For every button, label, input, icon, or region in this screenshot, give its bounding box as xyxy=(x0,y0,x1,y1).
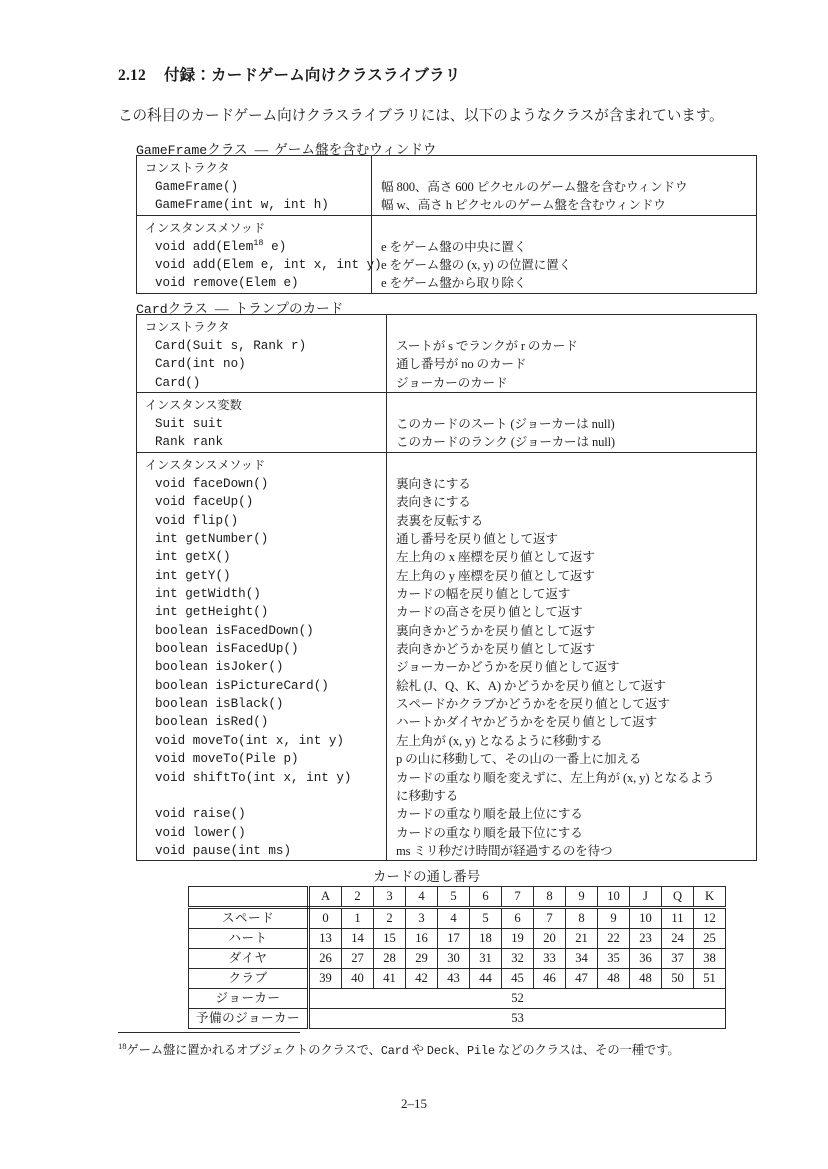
table-cell: 3 xyxy=(406,908,438,929)
api-row xyxy=(137,750,756,768)
table-cell: 7 xyxy=(534,908,566,929)
api-row xyxy=(137,732,756,750)
table-cell: 27 xyxy=(342,949,374,969)
method-description: 左上角の x 座標を戻り値として返す xyxy=(386,548,756,566)
method-description: 通し番号が no のカード xyxy=(386,355,756,373)
section-heading xyxy=(118,63,461,85)
method-signature: Card() xyxy=(155,375,201,390)
table-cell: 37 xyxy=(662,949,694,969)
column-header: 7 xyxy=(502,887,534,908)
footnote-code-card: Card xyxy=(380,1044,409,1058)
intro-paragraph: この科目のカードゲーム向けクラスライブラリには、以下のようなクラスが含まれています。 xyxy=(118,108,724,124)
api-row xyxy=(137,622,756,640)
table-cell: 18 xyxy=(470,929,502,949)
method-description: ms ミリ秒だけ時間が経過するのを待つ xyxy=(386,842,756,860)
group-title-spacer xyxy=(371,216,756,238)
column-header: 3 xyxy=(374,887,406,908)
api-row xyxy=(137,658,756,676)
group-title-spacer xyxy=(386,315,756,337)
table-cell: 4 xyxy=(438,908,470,929)
table-cell: 16 xyxy=(406,929,438,949)
table-cell: 42 xyxy=(406,969,438,989)
method-signature: int getNumber() xyxy=(155,531,269,546)
method-signature: void lower() xyxy=(155,825,246,840)
method-description: 幅 800、高さ 600 ピクセルのゲーム盤を含むウィンドウ xyxy=(371,178,756,196)
table-cell: 39 xyxy=(309,969,342,989)
method-signature: int getY() xyxy=(155,568,231,583)
table-cell: 41 xyxy=(374,969,406,989)
method-description: e をゲーム盤から取り除く xyxy=(371,274,756,292)
table-cell: 28 xyxy=(374,949,406,969)
method-description: ジョーカーかどうかを戻り値として返す xyxy=(386,658,756,676)
api-row xyxy=(137,355,756,373)
method-description: 絵札 (J、Q、K、A) かどうかを戻り値として返す xyxy=(386,677,756,695)
api-row xyxy=(137,374,756,392)
row-label: スペード xyxy=(189,908,309,929)
method-description: ハートかダイヤかどうかをを戻り値として返す xyxy=(386,713,756,731)
table-cell: 19 xyxy=(502,929,534,949)
method-description: e をゲーム盤の中央に置く xyxy=(371,238,756,256)
table-cell: 44 xyxy=(470,969,502,989)
method-signature: boolean isFacedDown() xyxy=(155,623,314,638)
table-cell: 25 xyxy=(694,929,726,949)
method-description: p の山に移動して、その山の一番上に加える xyxy=(386,750,756,768)
api-row xyxy=(137,805,756,823)
table-cell: 24 xyxy=(662,929,694,949)
table-cell: 30 xyxy=(438,949,470,969)
card-group-variables xyxy=(137,392,756,452)
column-header: 2 xyxy=(342,887,374,908)
api-row xyxy=(137,769,756,787)
group-title: インスタンスメソッド xyxy=(145,457,266,472)
table-cell: 8 xyxy=(566,908,598,929)
footnote-marker: 18 xyxy=(253,237,264,248)
api-row xyxy=(137,274,756,292)
group-title: インスタンス変数 xyxy=(145,398,242,413)
card-group-constructor xyxy=(137,315,756,392)
number-table-caption: カードの通し番号 xyxy=(373,869,481,884)
group-title: コンストラクタ xyxy=(145,320,230,334)
method-signature: GameFrame() xyxy=(155,180,239,194)
method-description: カードの高さを戻り値として返す xyxy=(386,603,756,621)
table-cell: 46 xyxy=(534,969,566,989)
table-cell: 6 xyxy=(502,908,534,929)
row-label: クラブ xyxy=(189,969,309,989)
footnote-separator xyxy=(118,1032,300,1033)
api-row xyxy=(137,677,756,695)
table-cell: 48 xyxy=(630,969,662,989)
api-row xyxy=(137,603,756,621)
api-row xyxy=(137,842,756,860)
signature-tail: e) xyxy=(263,239,287,254)
api-row xyxy=(137,640,756,658)
api-row xyxy=(137,415,756,433)
group-title-row xyxy=(137,453,756,475)
header-corner-cell xyxy=(189,887,309,908)
table-cell: 43 xyxy=(438,969,470,989)
column-header: 8 xyxy=(534,887,566,908)
method-description-continuation: に移動する xyxy=(386,787,756,805)
gameframe-table xyxy=(136,155,757,294)
gameframe-caption-desc: ゲーム盤を含むウィンドウ xyxy=(274,142,437,157)
field-description: このカードのスート (ジョーカーは null) xyxy=(386,415,756,433)
method-signature: void faceUp() xyxy=(155,495,254,510)
method-description: 幅 w、高さ h ピクセルのゲーム盤を含むウィンドウ xyxy=(371,196,756,214)
table-cell: 33 xyxy=(534,949,566,969)
table-cell: 32 xyxy=(502,949,534,969)
column-header: A xyxy=(309,887,342,908)
method-description: カードの重なり順を最下位にする xyxy=(386,824,756,842)
method-description: カードの幅を戻り値として返す xyxy=(386,585,756,603)
method-description: 裏向きかどうかを戻り値として返す xyxy=(386,622,756,640)
signature-head: void add(Elem xyxy=(155,239,254,254)
table-cell: 2 xyxy=(374,908,406,929)
table-cell-spanned: 52 xyxy=(309,989,726,1009)
table-cell: 22 xyxy=(598,929,630,949)
card-number-table xyxy=(188,886,726,1029)
group-title: インスタンスメソッド xyxy=(145,220,266,235)
method-description: スートが s でランクが r のカード xyxy=(386,337,756,355)
row-label: 予備のジョーカー xyxy=(189,1009,309,1029)
table-header-row xyxy=(189,887,726,908)
footnote-text-before: ゲーム盤に置かれるオブジェクトのクラスで、 xyxy=(126,1043,381,1057)
table-cell: 26 xyxy=(309,949,342,969)
api-row xyxy=(137,585,756,603)
method-signature: int getX() xyxy=(155,550,231,565)
column-header: 4 xyxy=(406,887,438,908)
api-row xyxy=(137,337,756,355)
table-cell: 45 xyxy=(502,969,534,989)
table-cell: 14 xyxy=(342,929,374,949)
method-description: e をゲーム盤の (x, y) の位置に置く xyxy=(371,256,756,274)
method-signature: void flip() xyxy=(155,513,239,528)
table-cell: 29 xyxy=(406,949,438,969)
column-header: 5 xyxy=(438,887,470,908)
method-description: 裏向きにする xyxy=(386,475,756,493)
table-cell: 40 xyxy=(342,969,374,989)
method-signature: void moveTo(int x, int y) xyxy=(155,733,344,748)
group-title: コンストラクタ xyxy=(145,161,230,175)
table-cell: 5 xyxy=(470,908,502,929)
method-signature: void raise() xyxy=(155,807,246,822)
method-signature: boolean isBlack() xyxy=(155,697,284,712)
field-signature: Rank rank xyxy=(155,435,224,450)
table-row xyxy=(189,908,726,929)
api-row-continuation xyxy=(137,787,756,805)
row-label: ハート xyxy=(189,929,309,949)
card-caption-desc: トランプのカード xyxy=(234,301,344,316)
table-cell: 9 xyxy=(598,908,630,929)
field-signature: Suit suit xyxy=(155,417,224,432)
method-description: ジョーカーのカード xyxy=(386,374,756,392)
footnote-mid-1: や xyxy=(408,1043,427,1057)
method-description: 表向きかどうかを戻り値として返す xyxy=(386,640,756,658)
column-header: Q xyxy=(662,887,694,908)
row-label: ジョーカー xyxy=(189,989,309,1009)
method-description: 左上角の y 座標を戻り値として返す xyxy=(386,567,756,585)
group-title-row xyxy=(137,156,756,178)
group-title-row xyxy=(137,216,756,238)
api-row xyxy=(137,512,756,530)
method-description: 表向きにする xyxy=(386,493,756,511)
table-cell: 21 xyxy=(566,929,598,949)
column-header: 6 xyxy=(470,887,502,908)
api-row xyxy=(137,493,756,511)
method-signature: void faceDown() xyxy=(155,476,269,491)
api-row xyxy=(137,256,756,274)
table-cell: 35 xyxy=(598,949,630,969)
table-cell: 50 xyxy=(662,969,694,989)
method-signature: int getWidth() xyxy=(155,586,261,601)
table-cell: 11 xyxy=(662,908,694,929)
group-title-row xyxy=(137,315,756,337)
card-table xyxy=(136,314,757,861)
gameframe-caption-dash: — xyxy=(254,142,268,157)
column-header: 9 xyxy=(566,887,598,908)
table-cell: 20 xyxy=(534,929,566,949)
table-cell: 47 xyxy=(566,969,598,989)
table-cell: 17 xyxy=(438,929,470,949)
method-signature: int getHeight() xyxy=(155,605,269,620)
table-row xyxy=(189,969,726,989)
table-cell: 34 xyxy=(566,949,598,969)
method-description: スペードかクラブかどうかをを戻り値として返す xyxy=(386,695,756,713)
api-row xyxy=(137,530,756,548)
method-signature: void remove(Elem e) xyxy=(155,276,299,291)
table-cell: 1 xyxy=(342,908,374,929)
method-signature: void pause(int ms) xyxy=(155,843,292,858)
method-signature: void shiftTo(int x, int y) xyxy=(155,770,352,785)
api-row xyxy=(137,196,756,214)
footnote-number: 18 xyxy=(118,1040,127,1051)
method-signature: Card(Suit s, Rank r) xyxy=(155,339,307,353)
api-row xyxy=(137,178,756,196)
card-class-name: Card xyxy=(136,302,168,317)
footnote-text-after: などのクラスは、その一種です。 xyxy=(494,1043,680,1057)
section-number: 2.12 xyxy=(118,67,146,84)
table-cell: 0 xyxy=(309,908,342,929)
method-signature: boolean isFacedUp() xyxy=(155,642,299,657)
group-title-spacer xyxy=(386,453,756,475)
table-cell: 15 xyxy=(374,929,406,949)
method-signature: GameFrame(int w, int h) xyxy=(155,198,329,213)
group-title-spacer xyxy=(386,393,756,415)
api-row xyxy=(137,824,756,842)
table-cell: 13 xyxy=(309,929,342,949)
table-row xyxy=(189,989,726,1009)
table-cell: 51 xyxy=(694,969,726,989)
page-number: 2–15 xyxy=(401,1096,427,1111)
table-row xyxy=(189,929,726,949)
footnote-mid-2: 、 xyxy=(454,1043,468,1057)
table-cell: 48 xyxy=(598,969,630,989)
table-cell: 38 xyxy=(694,949,726,969)
api-row xyxy=(137,713,756,731)
method-signature: boolean isPictureCard() xyxy=(155,678,329,693)
footnote-code-deck: Deck xyxy=(426,1044,455,1058)
gameframe-group-methods xyxy=(137,215,756,293)
api-row xyxy=(137,238,756,256)
method-signature: Card(int no) xyxy=(155,357,246,372)
column-header: J xyxy=(630,887,662,908)
group-title-spacer xyxy=(371,156,756,178)
method-description: カードの重なり順を変えずに、左上角が (x, y) となるよう xyxy=(386,769,756,787)
gameframe-class-name: GameFrame xyxy=(136,143,208,158)
table-cell: 31 xyxy=(470,949,502,969)
gameframe-group-constructor xyxy=(137,156,756,215)
method-signature xyxy=(137,238,371,256)
method-signature: boolean isJoker() xyxy=(155,660,284,675)
method-description: 通し番号を戻り値として返す xyxy=(386,530,756,548)
row-label: ダイヤ xyxy=(189,949,309,969)
card-caption-rest: クラス xyxy=(167,301,209,316)
section-title: 付録：カードゲーム向けクラスライブラリ xyxy=(163,67,461,84)
api-row xyxy=(137,475,756,493)
table-cell: 12 xyxy=(694,908,726,929)
table-cell: 10 xyxy=(630,908,662,929)
footnote-code-pile: Pile xyxy=(467,1044,495,1058)
gameframe-caption-rest: クラス xyxy=(207,142,248,157)
table-row xyxy=(189,949,726,969)
method-description: カードの重なり順を最上位にする xyxy=(386,805,756,823)
method-description: 左上角が (x, y) となるように移動する xyxy=(386,732,756,750)
method-signature: void moveTo(Pile p) xyxy=(155,752,299,767)
footnote xyxy=(118,1040,680,1058)
field-description: このカードのランク (ジョーカーは null) xyxy=(386,433,756,451)
table-row xyxy=(189,1009,726,1029)
group-title-row xyxy=(137,393,756,415)
column-header: 10 xyxy=(598,887,630,908)
table-cell-spanned: 53 xyxy=(309,1009,726,1029)
table-cell: 23 xyxy=(630,929,662,949)
card-caption-dash: — xyxy=(215,301,228,316)
column-header: K xyxy=(694,887,726,908)
method-signature: boolean isRed() xyxy=(155,715,269,730)
table-cell: 36 xyxy=(630,949,662,969)
api-row xyxy=(137,433,756,451)
api-row xyxy=(137,548,756,566)
api-row xyxy=(137,567,756,585)
method-description: 表裏を反転する xyxy=(386,512,756,530)
card-group-methods xyxy=(137,452,756,861)
api-row xyxy=(137,695,756,713)
method-signature: void add(Elem e, int x, int y) xyxy=(155,258,382,273)
